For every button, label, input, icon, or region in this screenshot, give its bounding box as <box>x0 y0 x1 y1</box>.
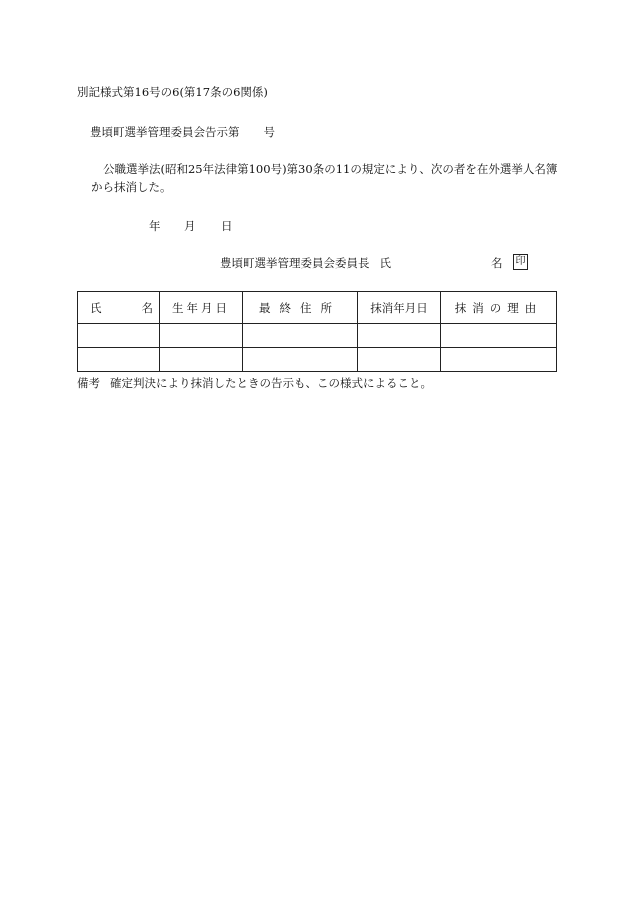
form-id: 別記様式第16号の6(第17条の6関係) <box>77 85 268 99</box>
table-cell <box>78 324 160 348</box>
header-last-address: 最終住所 <box>243 292 358 324</box>
signatory-name-suffix: 名 <box>491 256 503 270</box>
signatory <box>220 256 391 270</box>
erasure-table <box>77 291 557 372</box>
table-cell <box>441 324 557 348</box>
header-erase-date: 抹消年月日 <box>358 292 441 324</box>
table-row <box>78 324 557 348</box>
date-year: 年 <box>149 219 161 233</box>
notice-body-line-1: 公職選挙法(昭和25年法律第100号)第30条の11の規定により、次の者を在外選挙人名簿 <box>103 162 558 176</box>
header-name: 氏 名 <box>78 292 160 324</box>
date-day: 日 <box>221 219 233 233</box>
table-cell <box>358 324 441 348</box>
notice-suffix: 号 <box>263 125 275 139</box>
signatory-title: 豊頃町選挙管理委員会委員長 <box>220 256 370 270</box>
table-cell <box>243 324 358 348</box>
notice-prefix: 豊頃町選挙管理委員会告示第 <box>90 125 240 139</box>
header-reason: 抹消の理由 <box>441 292 557 324</box>
header-birth-date: 生年月日 <box>160 292 243 324</box>
table-cell <box>78 348 160 372</box>
table-row <box>78 348 557 372</box>
table-header-row <box>78 292 557 324</box>
signatory-name-prefix: 氏 <box>379 256 391 270</box>
table-cell <box>160 324 243 348</box>
seal-mark: 印 <box>513 254 528 270</box>
notice-number <box>90 125 275 139</box>
table-cell <box>160 348 243 372</box>
table-cell <box>243 348 358 372</box>
table-cell <box>441 348 557 372</box>
remarks <box>77 376 432 390</box>
notice-body-line-2: から抹消した。 <box>91 180 172 194</box>
remarks-label: 備考 <box>77 376 100 390</box>
remarks-text: 確定判決により抹消したときの告示も、この様式によること。 <box>110 376 432 390</box>
table-cell <box>358 348 441 372</box>
date-month: 月 <box>184 219 196 233</box>
